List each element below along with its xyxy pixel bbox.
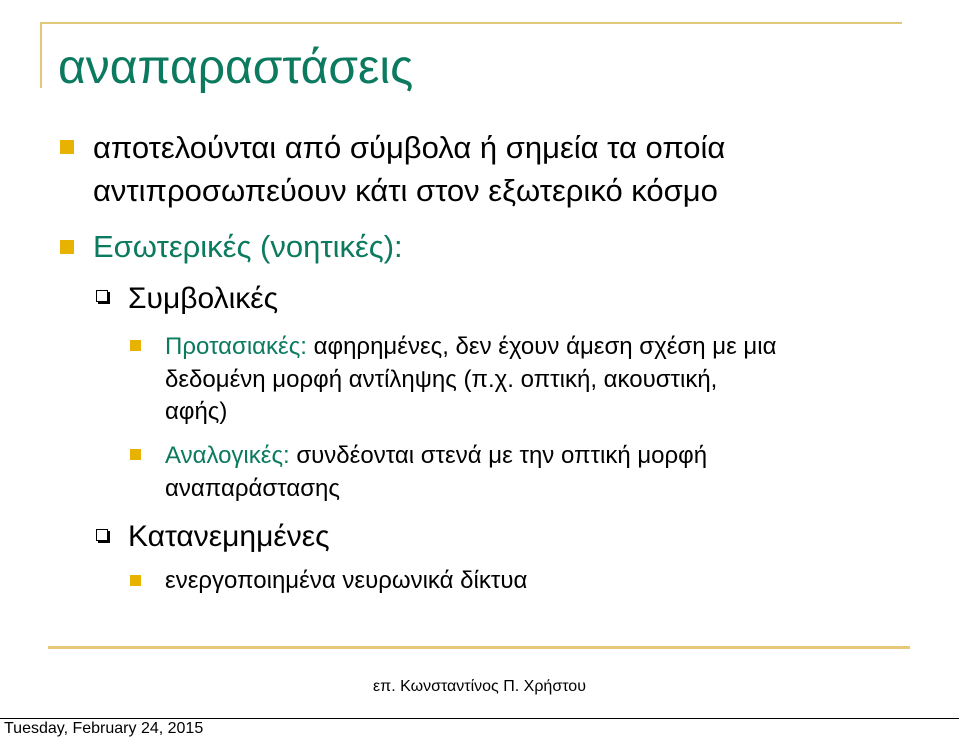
frame-top-line: [40, 22, 902, 24]
slide-title: αναπαραστάσεις: [58, 41, 414, 94]
propositional-label: Προτασιακές:: [165, 333, 307, 360]
sub-sub-bullet-propositional: [165, 331, 776, 362]
filled-square-bullet-icon: [60, 140, 74, 154]
sub-bullet-symbolic: Συμβολικές: [128, 282, 279, 315]
bullet-1-line-1: αποτελούνται από σύμβολα ή σημεία τα οποία: [93, 130, 726, 165]
analog-text-line-1: συνδέονται στενά με την οπτική μορφή: [289, 442, 708, 469]
shadowed-box-bullet-icon: [96, 290, 108, 302]
sub-bullet-distributed: Κατανεμημένες: [128, 520, 330, 553]
small-square-bullet-icon: [130, 575, 141, 586]
footer-date: Tuesday, February 24, 2015: [4, 720, 204, 737]
filled-square-bullet-icon: [60, 240, 74, 254]
sub-sub-bullet-analog: [165, 440, 707, 471]
small-square-bullet-icon: [130, 449, 141, 460]
small-square-bullet-icon: [130, 340, 141, 351]
footer-author: [0, 678, 959, 696]
bullet-2: Εσωτερικές (νοητικές):: [93, 229, 403, 264]
propositional-text-line-1: αφηρημένες, δεν έχουν άμεση σχέση με μια: [306, 333, 777, 360]
analog-label: Αναλογικές:: [165, 442, 290, 469]
footer-author-text: επ. Κωνσταντίνος Π. Χρήστου: [373, 678, 586, 695]
sub-sub-bullet-neural-networks: ενεργοποιημένα νευρωνικά δίκτυα: [165, 567, 528, 594]
frame-left-line: [40, 22, 42, 88]
shadowed-box-bullet-icon: [96, 529, 108, 541]
bullet-1-line-2: αντιπροσωπεύουν κάτι στον εξωτερικό κόσμο: [93, 173, 718, 208]
propositional-text-line-2: δεδομένη μορφή αντίληψης (π.χ. οπτική, ακουστική,: [165, 366, 718, 393]
propositional-text-line-3: αφής): [165, 398, 228, 425]
analog-text-line-2: αναπαράστασης: [165, 475, 340, 502]
frame-bottom-line: [48, 646, 910, 649]
